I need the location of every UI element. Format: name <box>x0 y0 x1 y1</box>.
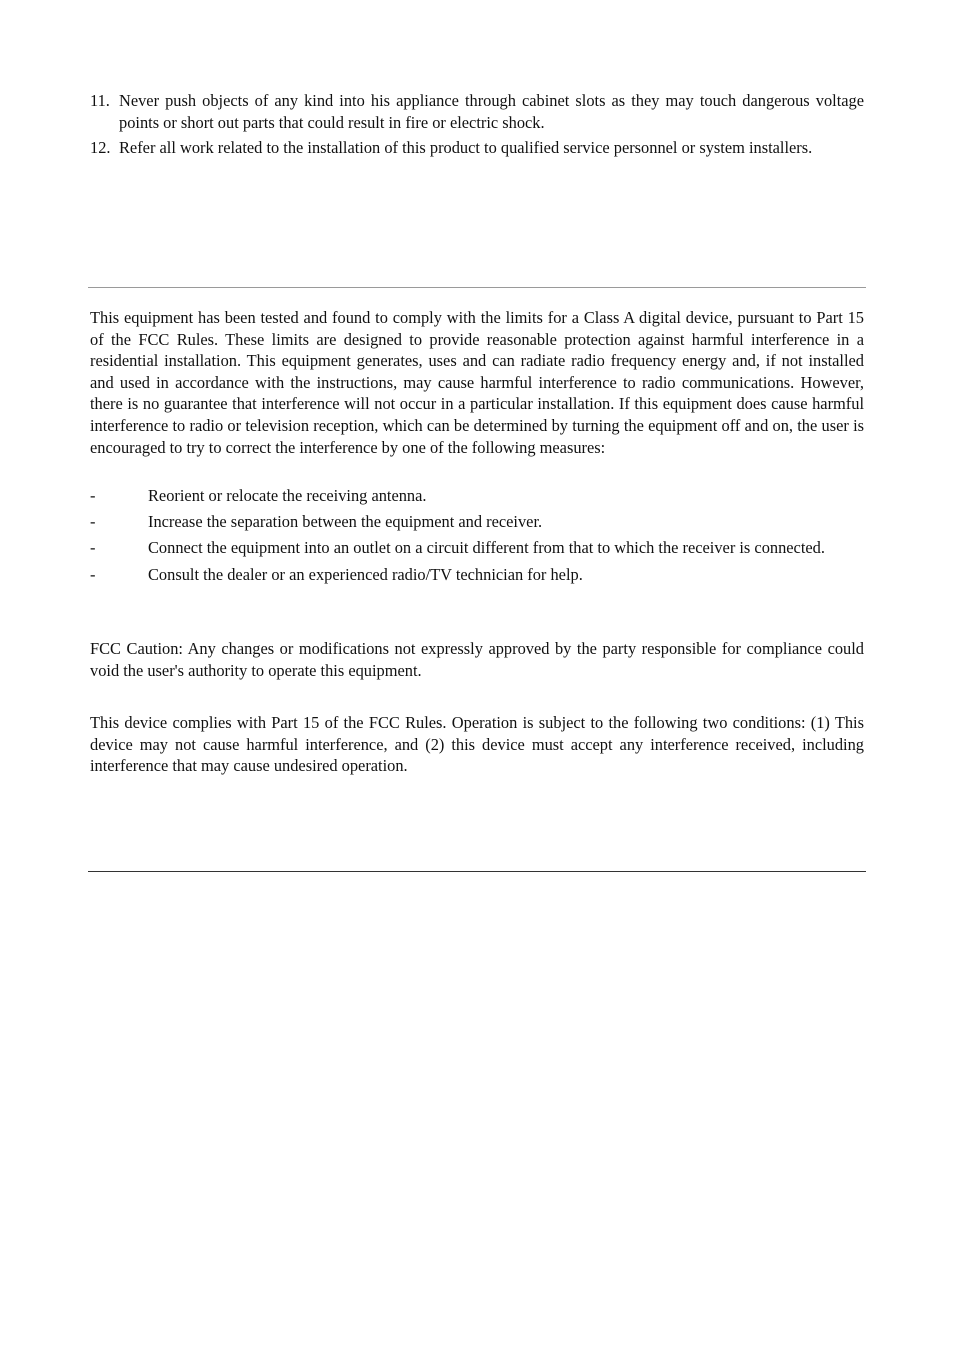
list-item-text: Reorient or relocate the receiving antenna. <box>148 486 427 505</box>
list-item-marker: - <box>90 538 96 558</box>
fcc-statement-paragraph: This equipment has been tested and found to comply with the limits for a Class A digital device, pursuant to Part 15 of the FCC Rules. These limits are designed to provide reasonable protection against harmful interference in a residential installation. This equipment generates, uses and can radiate radio frequency energy and, if not installed and used in accordance with the instructions, may cause harmful interference to radio communications. However, there is no guarantee that interference will not occur in a particular installation. If this equipment does cause harmful interference to radio or television reception, which can be determined by turning the equipment off and on, the user is encouraged to try to correct the interference by one of the following measures: <box>90 308 864 457</box>
fcc-caution-paragraph: FCC Caution: Any changes or modifications not expressly approved by the party responsible for compliance could void the user's authority to operate this equipment. <box>90 639 864 680</box>
list-item-text: Consult the dealer or an experienced radio/TV technician for help. <box>148 564 583 584</box>
list-item-marker: - <box>90 564 96 584</box>
compliance-statement-paragraph: This device complies with Part 15 of the FCC Rules. Operation is subject to the following two conditions: (1) This device may not cause harmful interference, and (2) this device must accept any interference received, including interference that may cause undesired operation. <box>90 713 864 776</box>
list-item <box>90 564 864 586</box>
list-item-number: 11. <box>90 91 110 110</box>
list-item-text: Connect the equipment into an outlet on a circuit different from that to which the receiver is connected. <box>148 538 825 558</box>
list-item <box>90 485 864 507</box>
list-item <box>90 137 864 159</box>
list-item <box>90 537 864 559</box>
section-divider <box>88 871 866 872</box>
list-item-marker: - <box>90 486 96 505</box>
list-item <box>90 511 864 533</box>
list-item-number: 12. <box>90 138 111 158</box>
list-item-text: Increase the separation between the equipment and receiver. <box>148 512 543 532</box>
section-divider <box>88 287 866 288</box>
safety-instructions-list <box>90 90 864 163</box>
list-item <box>90 90 864 133</box>
interference-measures-list <box>90 485 864 590</box>
list-item-marker: - <box>90 512 96 532</box>
list-item-text: Never push objects of any kind into his appliance through cabinet slots as they may touch dangerous voltage points or short out parts that could result in fire or electric shock. <box>119 91 864 132</box>
list-item-text: Refer all work related to the installation of this product to qualified service personnel or system installers. <box>119 138 813 158</box>
